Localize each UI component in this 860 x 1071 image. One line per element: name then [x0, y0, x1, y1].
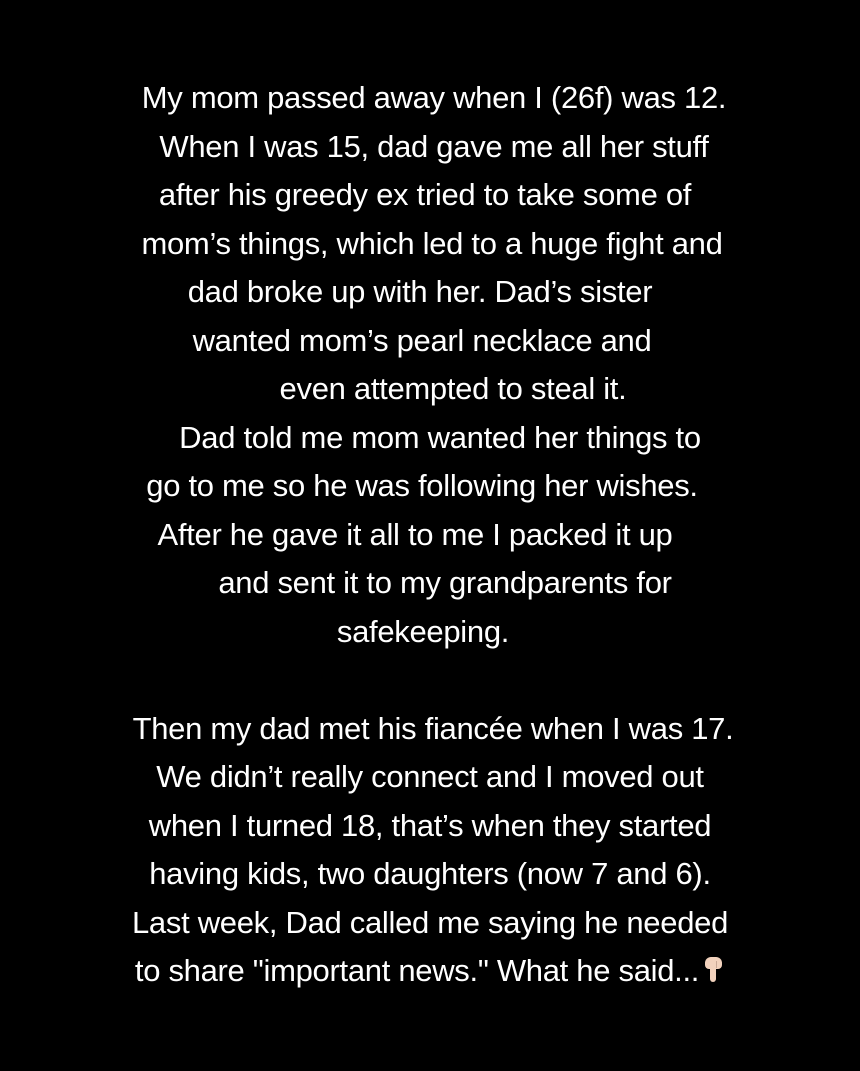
story-text — [0, 74, 860, 996]
story-line: safekeeping. — [336, 613, 510, 649]
story-line: dad broke up with her. Dad’s sister — [187, 274, 653, 309]
story-line: After he gave it all to me I packed it up — [157, 516, 673, 552]
story-line: We didn’t really connect and I moved out — [156, 759, 704, 794]
story-line: mom’s things, which led to a huge fight and — [141, 225, 723, 261]
story-line: Dad told me mom wanted her things to — [179, 419, 701, 455]
story-line: having kids, two daughters (now 7 and 6). — [149, 856, 711, 891]
story-line: when I turned 18, that’s when they started — [148, 807, 712, 843]
story-line: My mom passed away when I (26f) was 12. — [141, 80, 727, 115]
story-line: even attempted to steal it. — [279, 371, 627, 406]
paragraph-gap — [0, 656, 860, 705]
story-line: and sent it to my grandparents for — [218, 565, 672, 600]
pointing-down-hand-icon — [703, 955, 725, 985]
story-line: go to me so he was following her wishes. — [146, 468, 698, 503]
story-line-last — [0, 947, 860, 996]
story-line: Then my dad met his fiancée when I was 17. — [132, 710, 734, 746]
story-line: wanted mom’s pearl necklace and — [192, 322, 652, 358]
story-line: after his greedy ex tried to take some of — [158, 177, 692, 212]
story-line: to share "important news." What he said... — [134, 953, 700, 988]
story-line: When I was 15, dad gave me all her stuff — [159, 128, 709, 164]
story-line: Last week, Dad called me saying he needed — [131, 904, 729, 940]
